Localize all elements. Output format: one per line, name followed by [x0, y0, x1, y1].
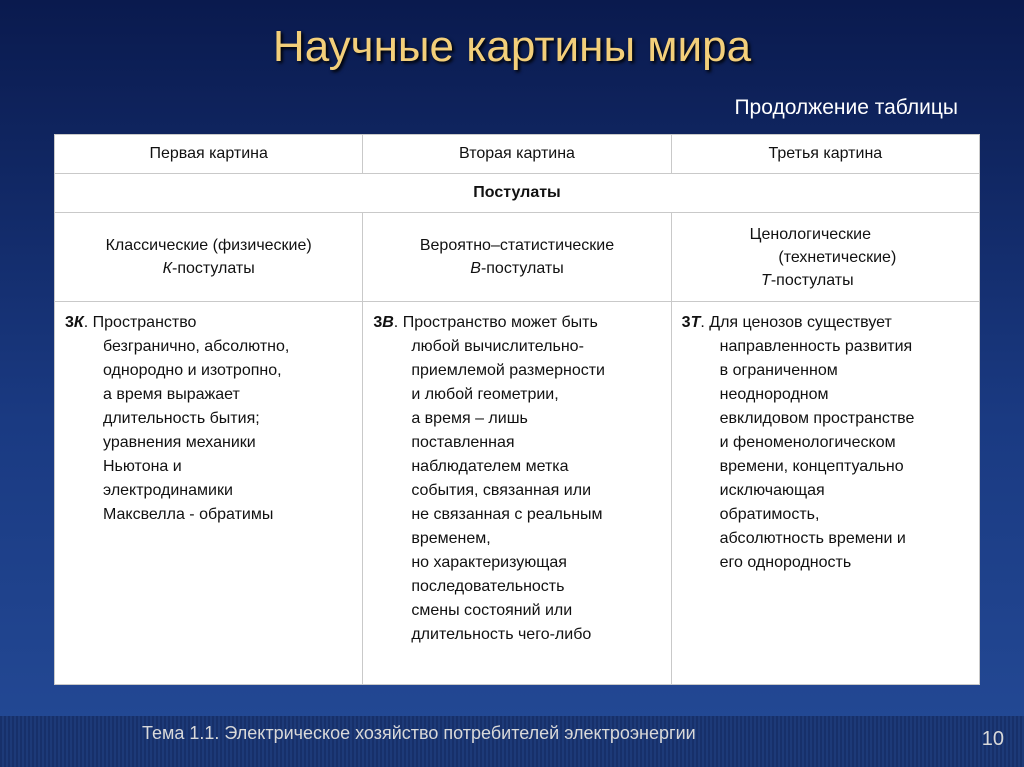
- postulate-types-row: [55, 213, 980, 302]
- cell-line: временем,: [411, 530, 491, 547]
- type-postulate-label: Т-постулаты: [761, 271, 854, 289]
- type-postulate-label: К-постулаты: [162, 260, 255, 277]
- header-first-picture: Первая картина: [55, 135, 363, 174]
- cell-line: смены состояний или: [411, 602, 573, 619]
- type-probabilistic: [363, 213, 671, 302]
- type-name: Ценологические: [749, 225, 872, 243]
- cell-line: однородно и изотропно,: [103, 362, 282, 379]
- cell-line: Максвелла - обратимы: [103, 506, 274, 523]
- cell-line: евклидовом пространстве: [719, 410, 915, 427]
- slide-title: Научные картины мира: [272, 22, 752, 71]
- cell-line: уравнения механики: [103, 434, 256, 451]
- cell-line: события, связанная или: [411, 482, 591, 499]
- type-name-sub: (технетические): [778, 248, 897, 266]
- cell-first-line: 3Т. Для ценозов существует: [681, 314, 892, 331]
- cell-line: и феноменологическом: [719, 434, 896, 451]
- header-third-picture: Третья картина: [671, 135, 979, 174]
- cell-first-line: 3В. Пространство может быть: [373, 314, 598, 331]
- type-name: Вероятно–статистические: [419, 237, 615, 254]
- cell-line: его однородность: [719, 554, 852, 571]
- postulate-content-row: [55, 302, 980, 685]
- cell-line: электродинамики: [103, 482, 233, 499]
- cell-line: обратимость,: [719, 506, 820, 523]
- cell-line: абсолютность времени и: [719, 530, 906, 547]
- cell-line: неоднородном: [719, 386, 829, 403]
- type-cenological: [671, 213, 979, 302]
- page-number: 10: [981, 728, 1004, 750]
- section-title: Постулаты: [55, 174, 980, 213]
- table-continuation-label: Продолжение таблицы: [734, 96, 958, 119]
- postulates-table: [54, 134, 980, 685]
- cell-line: направленность развития: [719, 338, 913, 355]
- cell-line: длительность чего-либо: [411, 626, 592, 643]
- cell-line: времени, концептуально: [719, 458, 904, 475]
- cell-line: в ограниченном: [719, 362, 838, 379]
- table-header-row: [55, 135, 980, 174]
- cell-line: любой вычислительно-: [411, 338, 584, 355]
- type-postulate-label: В-постулаты: [470, 260, 564, 277]
- cell-line: наблюдателем метка: [411, 458, 569, 475]
- cell-line: поставленная: [411, 434, 515, 451]
- cell-classical: [55, 302, 363, 685]
- cell-line: Ньютона и: [103, 458, 182, 475]
- cell-line: длительность бытия;: [103, 410, 260, 427]
- type-name: Классические (физические): [105, 237, 312, 254]
- cell-line: а время – лишь: [411, 410, 528, 427]
- header-second-picture: Вторая картина: [363, 135, 671, 174]
- cell-first-line: 3К. Пространство: [65, 314, 197, 331]
- cell-line: не связанная с реальным: [411, 506, 603, 523]
- type-classical: [55, 213, 363, 302]
- cell-line: и любой геометрии,: [411, 386, 559, 403]
- cell-cenological: [671, 302, 979, 685]
- cell-line: безгранично, абсолютно,: [103, 338, 290, 355]
- cell-line: а время выражает: [103, 386, 240, 403]
- cell-line: приемлемой размерности: [411, 362, 605, 379]
- cell-line: исключающая: [719, 482, 825, 499]
- section-row: [55, 174, 980, 213]
- cell-probabilistic: [363, 302, 671, 685]
- cell-line: но характеризующая: [411, 554, 567, 571]
- footer-topic: Тема 1.1. Электрическое хозяйство потребителей электроэнергии: [142, 723, 696, 743]
- cell-line: последовательность: [411, 578, 565, 595]
